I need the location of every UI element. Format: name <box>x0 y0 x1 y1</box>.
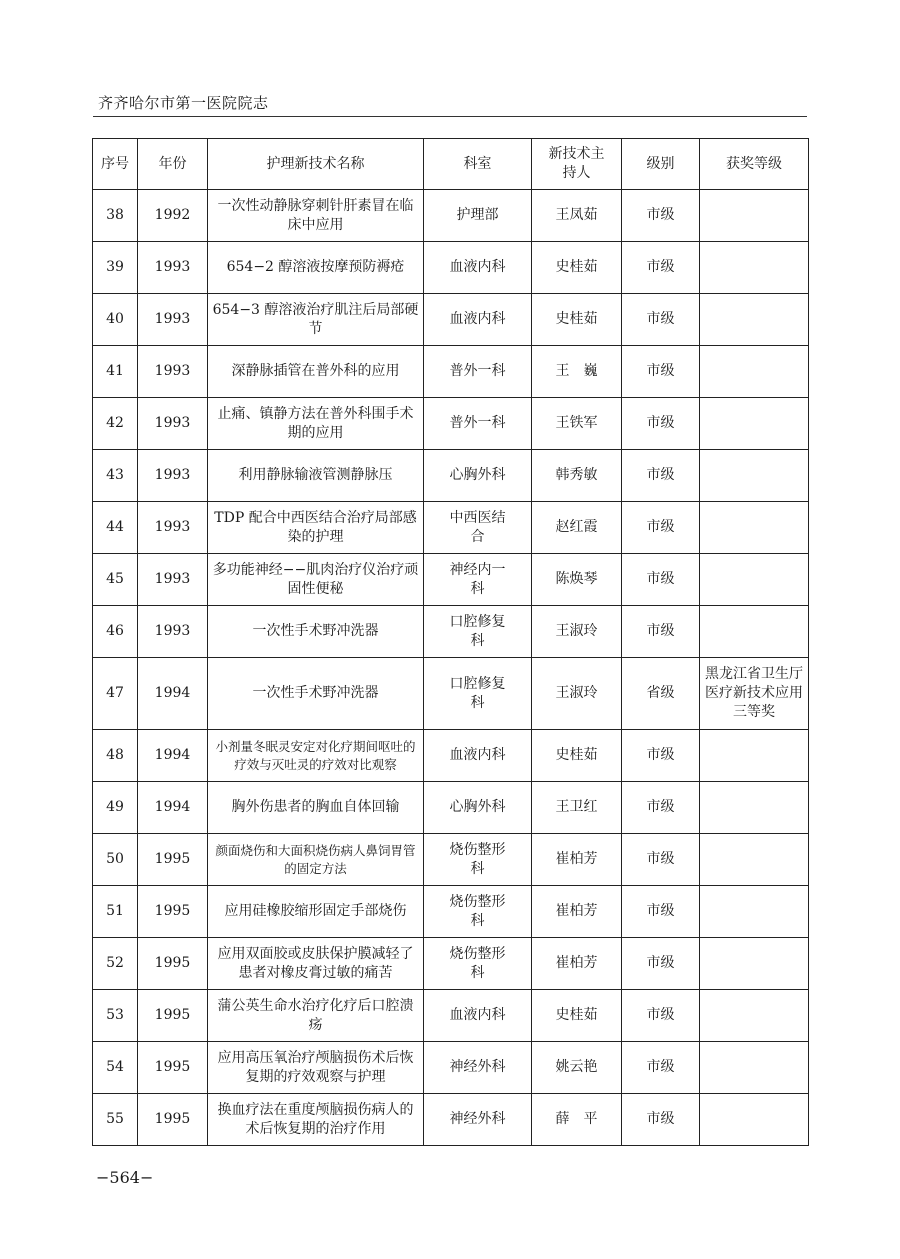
cell-year: 1994 <box>138 782 208 834</box>
cell-number: 44 <box>93 502 138 554</box>
cell-department: 血液内科 <box>424 730 532 782</box>
cell-department: 心胸外科 <box>424 782 532 834</box>
cell-technology-name: 胸外伤患者的胸血自体回输 <box>208 782 424 834</box>
cell-technology-name: TDP 配合中西医结合治疗局部感染的护理 <box>208 502 424 554</box>
cell-department: 普外一科 <box>424 346 532 398</box>
cell-department: 烧伤整形科 <box>424 886 532 938</box>
cell-level: 市级 <box>622 346 700 398</box>
cell-award <box>700 730 809 782</box>
cell-technology-name: 换血疗法在重度颅脑损伤病人的术后恢复期的治疗作用 <box>208 1094 424 1146</box>
cell-level: 市级 <box>622 398 700 450</box>
cell-year: 1993 <box>138 346 208 398</box>
cell-host: 史桂茹 <box>532 242 622 294</box>
cell-number: 41 <box>93 346 138 398</box>
cell-host: 韩秀敏 <box>532 450 622 502</box>
cell-host: 陈焕琴 <box>532 554 622 606</box>
column-header-host: 新技术主持人 <box>532 139 622 190</box>
table-row <box>93 782 809 834</box>
cell-number: 53 <box>93 990 138 1042</box>
cell-award <box>700 782 809 834</box>
cell-award <box>700 938 809 990</box>
table-row <box>93 730 809 782</box>
cell-number: 48 <box>93 730 138 782</box>
cell-year: 1993 <box>138 450 208 502</box>
cell-award: 黑龙江省卫生厅医疗新技术应用三等奖 <box>700 658 809 730</box>
cell-technology-name: 654−3 醇溶液治疗肌注后局部硬节 <box>208 294 424 346</box>
cell-technology-name: 利用静脉输液管测静脉压 <box>208 450 424 502</box>
cell-department: 口腔修复科 <box>424 658 532 730</box>
table-row <box>93 938 809 990</box>
cell-level: 省级 <box>622 658 700 730</box>
cell-number: 40 <box>93 294 138 346</box>
cell-year: 1993 <box>138 242 208 294</box>
cell-year: 1993 <box>138 398 208 450</box>
cell-technology-name: 应用高压氧治疗颅脑损伤术后恢复期的疗效观察与护理 <box>208 1042 424 1094</box>
nursing-technology-table <box>92 138 809 1146</box>
cell-award <box>700 398 809 450</box>
cell-technology-name: 蒲公英生命水治疗化疗后口腔溃疡 <box>208 990 424 1042</box>
cell-number: 55 <box>93 1094 138 1146</box>
cell-level: 市级 <box>622 834 700 886</box>
cell-host: 崔柏芳 <box>532 938 622 990</box>
cell-year: 1995 <box>138 1094 208 1146</box>
table-row <box>93 990 809 1042</box>
column-header-year: 年份 <box>138 139 208 190</box>
cell-award <box>700 1042 809 1094</box>
cell-technology-name: 小剂量冬眠灵安定对化疗期间呕吐的疗效与灭吐灵的疗效对比观察 <box>208 730 424 782</box>
cell-level: 市级 <box>622 1042 700 1094</box>
cell-level: 市级 <box>622 242 700 294</box>
page-number: −564− <box>96 1168 154 1187</box>
cell-number: 47 <box>93 658 138 730</box>
cell-technology-name: 止痛、镇静方法在普外科围手术期的应用 <box>208 398 424 450</box>
cell-number: 42 <box>93 398 138 450</box>
cell-number: 39 <box>93 242 138 294</box>
cell-number: 54 <box>93 1042 138 1094</box>
cell-host: 王 巍 <box>532 346 622 398</box>
table-row <box>93 242 809 294</box>
cell-host: 史桂茹 <box>532 294 622 346</box>
cell-award <box>700 554 809 606</box>
cell-level: 市级 <box>622 1094 700 1146</box>
cell-technology-name: 654−2 醇溶液按摩预防褥疮 <box>208 242 424 294</box>
cell-year: 1992 <box>138 190 208 242</box>
cell-department: 口腔修复科 <box>424 606 532 658</box>
cell-year: 1995 <box>138 886 208 938</box>
cell-number: 50 <box>93 834 138 886</box>
cell-department: 心胸外科 <box>424 450 532 502</box>
cell-level: 市级 <box>622 190 700 242</box>
column-header-award: 获奖等级 <box>700 139 809 190</box>
cell-department: 神经外科 <box>424 1094 532 1146</box>
table-row <box>93 554 809 606</box>
cell-level: 市级 <box>622 782 700 834</box>
cell-host: 王卫红 <box>532 782 622 834</box>
cell-award <box>700 294 809 346</box>
cell-host: 崔柏芳 <box>532 834 622 886</box>
cell-department: 血液内科 <box>424 294 532 346</box>
table-row <box>93 834 809 886</box>
cell-number: 52 <box>93 938 138 990</box>
table-row <box>93 886 809 938</box>
cell-host: 崔柏芳 <box>532 886 622 938</box>
cell-award <box>700 190 809 242</box>
cell-number: 49 <box>93 782 138 834</box>
cell-level: 市级 <box>622 938 700 990</box>
cell-award <box>700 1094 809 1146</box>
cell-number: 43 <box>93 450 138 502</box>
cell-level: 市级 <box>622 502 700 554</box>
cell-host: 王淑玲 <box>532 606 622 658</box>
table-row <box>93 502 809 554</box>
cell-number: 45 <box>93 554 138 606</box>
cell-department: 烧伤整形科 <box>424 938 532 990</box>
cell-year: 1994 <box>138 730 208 782</box>
cell-award <box>700 886 809 938</box>
cell-department: 烧伤整形科 <box>424 834 532 886</box>
cell-technology-name: 深静脉插管在普外科的应用 <box>208 346 424 398</box>
cell-department: 血液内科 <box>424 990 532 1042</box>
table-row <box>93 294 809 346</box>
cell-department: 中西医结合 <box>424 502 532 554</box>
cell-department: 普外一科 <box>424 398 532 450</box>
cell-year: 1995 <box>138 990 208 1042</box>
table-body <box>93 190 809 1146</box>
cell-year: 1993 <box>138 294 208 346</box>
table-row <box>93 658 809 730</box>
cell-technology-name: 一次性动静脉穿刺针肝素冒在临床中应用 <box>208 190 424 242</box>
column-header-number: 序号 <box>93 139 138 190</box>
cell-technology-name: 颜面烧伤和大面积烧伤病人鼻饲胃管的固定方法 <box>208 834 424 886</box>
cell-year: 1995 <box>138 834 208 886</box>
cell-level: 市级 <box>622 990 700 1042</box>
column-header-level: 级别 <box>622 139 700 190</box>
cell-award <box>700 606 809 658</box>
cell-level: 市级 <box>622 886 700 938</box>
table-row <box>93 450 809 502</box>
cell-host: 王铁军 <box>532 398 622 450</box>
cell-year: 1993 <box>138 502 208 554</box>
cell-award <box>700 502 809 554</box>
cell-level: 市级 <box>622 294 700 346</box>
column-header-technology-name: 护理新技术名称 <box>208 139 424 190</box>
cell-level: 市级 <box>622 450 700 502</box>
cell-department: 血液内科 <box>424 242 532 294</box>
cell-year: 1995 <box>138 1042 208 1094</box>
cell-number: 46 <box>93 606 138 658</box>
table-header-row <box>93 139 809 190</box>
cell-level: 市级 <box>622 730 700 782</box>
cell-department: 神经外科 <box>424 1042 532 1094</box>
table-row <box>93 606 809 658</box>
cell-host: 王凤茹 <box>532 190 622 242</box>
cell-number: 51 <box>93 886 138 938</box>
table-row <box>93 398 809 450</box>
cell-award <box>700 450 809 502</box>
table-row <box>93 1042 809 1094</box>
cell-technology-name: 一次性手术野冲洗器 <box>208 606 424 658</box>
cell-host: 姚云艳 <box>532 1042 622 1094</box>
cell-year: 1993 <box>138 606 208 658</box>
column-header-department: 科室 <box>424 139 532 190</box>
cell-year: 1993 <box>138 554 208 606</box>
cell-host: 薛 平 <box>532 1094 622 1146</box>
cell-host: 史桂茹 <box>532 730 622 782</box>
cell-technology-name: 应用双面胶或皮肤保护膜减轻了患者对橡皮膏过敏的痛苦 <box>208 938 424 990</box>
cell-technology-name: 应用硅橡胶缩形固定手部烧伤 <box>208 886 424 938</box>
cell-award <box>700 346 809 398</box>
cell-host: 赵红霞 <box>532 502 622 554</box>
cell-award <box>700 834 809 886</box>
table-row <box>93 190 809 242</box>
cell-level: 市级 <box>622 554 700 606</box>
cell-host: 史桂茹 <box>532 990 622 1042</box>
cell-department: 护理部 <box>424 190 532 242</box>
cell-host: 王淑玲 <box>532 658 622 730</box>
page-header-title: 齐齐哈尔市第一医院院志 <box>98 94 269 112</box>
cell-year: 1995 <box>138 938 208 990</box>
cell-award <box>700 242 809 294</box>
cell-department: 神经内一科 <box>424 554 532 606</box>
header-divider <box>93 116 807 117</box>
cell-number: 38 <box>93 190 138 242</box>
cell-award <box>700 990 809 1042</box>
table-row <box>93 346 809 398</box>
cell-level: 市级 <box>622 606 700 658</box>
cell-technology-name: 一次性手术野冲洗器 <box>208 658 424 730</box>
table-row <box>93 1094 809 1146</box>
cell-year: 1994 <box>138 658 208 730</box>
cell-technology-name: 多功能神经−−肌肉治疗仪治疗顽固性便秘 <box>208 554 424 606</box>
